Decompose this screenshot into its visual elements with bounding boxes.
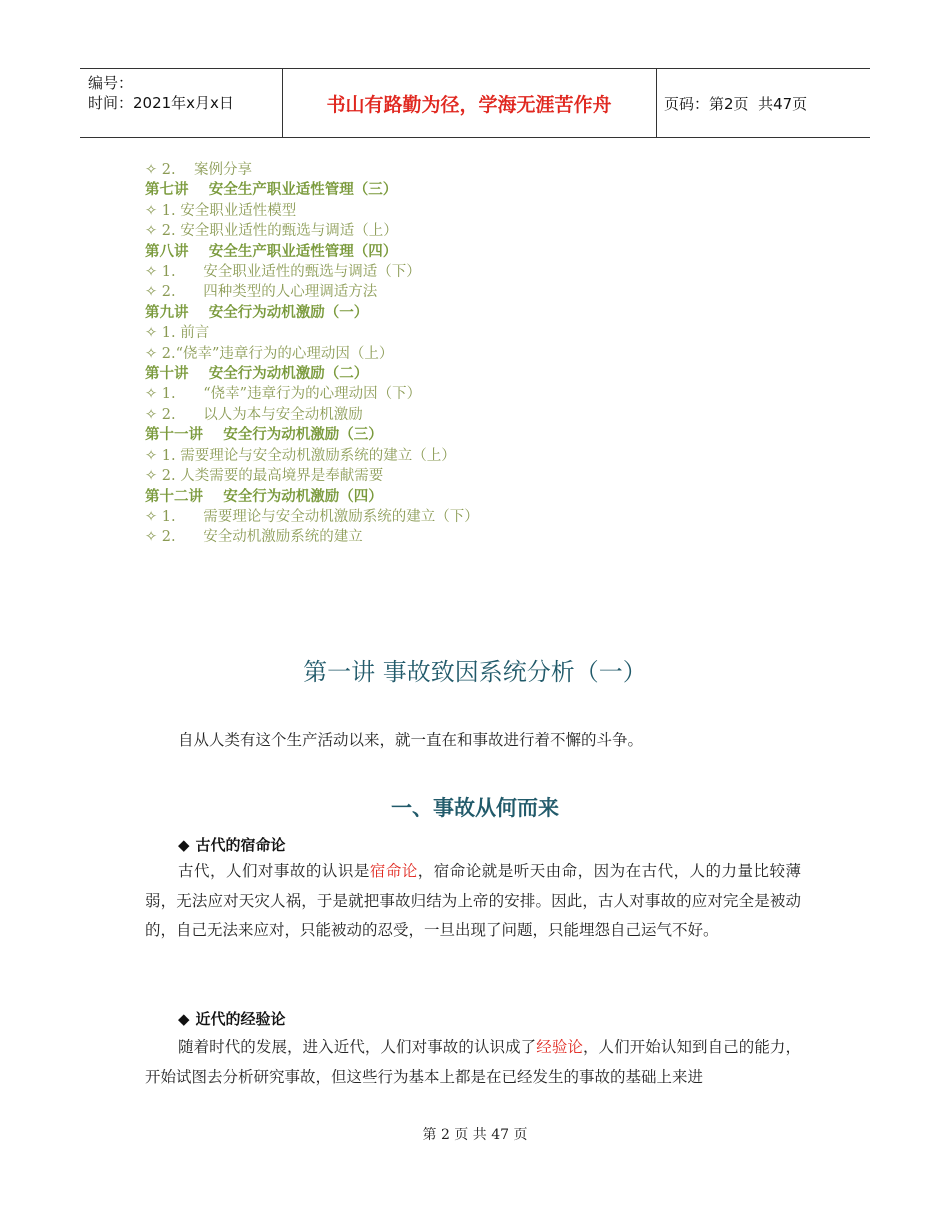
subheading-empiricism — [178, 1008, 286, 1029]
paragraph-empiricism — [145, 1033, 801, 1092]
toc-item: ✧ 1. 安全职业适性的甄选与调适（下） — [145, 264, 421, 281]
section-heading: 一、事故从何而来 — [391, 796, 559, 820]
header-number-label: 编号： — [88, 74, 134, 92]
subheading-fatalism — [178, 834, 286, 855]
header-divider — [656, 69, 657, 137]
toc-item: ✧ 1. 需要理论与安全动机激励系统的建立（上） — [145, 447, 456, 464]
paragraph-text: 随着时代的发展，进入近代，人们对事故的认识成了 — [178, 1038, 537, 1056]
header-motto: 书山有路勤为径，学海无涯苦作舟 — [326, 93, 612, 116]
toc-item: ✧ 2. 案例分享 — [145, 162, 253, 178]
paragraph-text: ，宿命论就是听天由命，因为在古代，人的力量比较薄弱，无法应对天灾人祸，于是就把事故归结为上帝的安排。因此，古人对事故的应对完全是被动的，自己无法来应对，只能被动的忍受，一旦出现了问题，只能埋怨自己运气不好。 — [145, 862, 801, 939]
paragraph-text: 古代，人们对事故的认识是 — [178, 862, 370, 880]
intro-paragraph: 自从人类有这个生产活动以来，就一直在和事故进行着不懈的斗争。 — [178, 731, 644, 749]
toc-lecture-heading: 第七讲 安全生产职业适性管理（三） — [145, 182, 398, 199]
header-time-label: 时间：2021年x月x日 — [88, 94, 234, 112]
highlight-term: 宿命论 — [369, 862, 418, 880]
toc-lecture-heading: 第十一讲 安全行为动机激励（三） — [145, 427, 383, 444]
toc-lecture-heading: 第八讲 安全生产职业适性管理（四） — [145, 243, 398, 260]
toc-item: ✧ 2. 四种类型的人心理调适方法 — [145, 284, 378, 301]
toc-item: ✧ 2. 人类需要的最高境界是奉献需要 — [145, 468, 384, 485]
table-of-contents — [145, 160, 665, 548]
toc-item: ✧ 1. “侥幸”违章行为的心理动因（下） — [145, 386, 422, 403]
highlight-term: 经验论 — [536, 1038, 583, 1056]
paragraph-text: ，人们开始认知到自己的能力，开始试图去分析研究事故，但这些行为基本上都是在已经发生的事故的基础上来进 — [145, 1038, 801, 1086]
toc-item: ✧ 1. 前言 — [145, 325, 210, 342]
header-page-label: 页码：第2页 共47页 — [664, 94, 808, 113]
diamond-bullet-icon: ◆ — [178, 836, 190, 854]
page-footer: 第 2 页 共 47 页 — [422, 1127, 528, 1143]
diamond-bullet-icon: ◆ — [178, 1010, 190, 1028]
toc-lecture-heading: 第十讲 安全行为动机激励（二） — [145, 366, 369, 383]
lecture-title: 第一讲 事故致因系统分析（一） — [303, 658, 647, 686]
toc-item: ✧ 2. 以人为本与安全动机激励 — [145, 406, 363, 423]
toc-lecture-heading: 第九讲 安全行为动机激励（一） — [145, 304, 369, 321]
page-header — [80, 68, 870, 138]
paragraph-fatalism — [145, 857, 801, 946]
toc-item: ✧ 2. 安全职业适性的甄选与调适（上） — [145, 223, 398, 240]
toc-item: ✧ 1. 需要理论与安全动机激励系统的建立（下） — [145, 508, 479, 525]
toc-item: ✧ 2.“侥幸”违章行为的心理动因（上） — [145, 345, 394, 362]
subheading-text: 近代的经验论 — [195, 1010, 286, 1028]
header-meta — [88, 73, 234, 113]
subheading-text: 古代的宿命论 — [195, 836, 286, 854]
toc-item: ✧ 1. 安全职业适性模型 — [145, 202, 297, 219]
toc-item: ✧ 2. 安全动机激励系统的建立 — [145, 529, 363, 546]
toc-lecture-heading: 第十二讲 安全行为动机激励（四） — [145, 488, 383, 505]
